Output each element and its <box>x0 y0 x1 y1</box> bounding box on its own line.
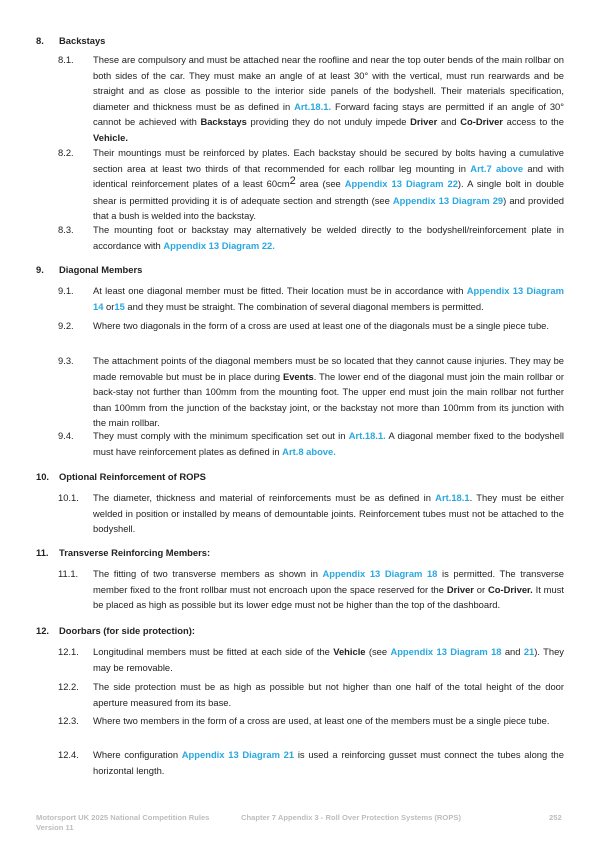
section-title: Diagonal Members <box>59 264 143 275</box>
clause-8-3 <box>58 222 564 253</box>
text-run: Where configuration <box>93 749 182 760</box>
section-title: Doorbars (for side protection): <box>59 625 195 636</box>
cross-reference-link[interactable]: Appendix 13 Diagram 21 <box>181 749 295 760</box>
footer-left <box>36 813 209 833</box>
superscript: 2 <box>289 175 296 188</box>
section-9-heading <box>36 264 566 276</box>
clause-number: 9.1. <box>58 285 74 296</box>
page-number: 252 <box>549 813 562 822</box>
clause-11-1 <box>58 566 564 613</box>
clause-number: 12.3. <box>58 715 79 726</box>
clause-number: 12.1. <box>58 646 79 657</box>
cross-reference-link[interactable]: Art.18.1 <box>435 492 470 503</box>
text-run: At least one diagonal member must be fitted. Their location must be in accordance with <box>93 285 467 296</box>
text-run: is used a reinforcing gusset must connect the tubes along the horizontal length. <box>93 749 564 776</box>
text-run: area (see <box>295 178 345 190</box>
section-12-heading <box>36 625 566 637</box>
text-run: The attachment points of the diagonal members must be so located that they cannot cause injuries. They may be made removable but must be in place during <box>93 355 564 382</box>
text-run: and with identical reinforcement plates of a least 60cm <box>93 162 564 190</box>
footer-chapter: Chapter 7 Appendix 3 - Roll Over Protection Systems (ROPS) <box>241 813 461 822</box>
clause-text <box>93 428 564 459</box>
text-run: and <box>501 646 524 657</box>
section-number: 10. <box>36 471 50 482</box>
cross-reference-link[interactable]: Appendix 13 Diagram 14 <box>93 285 564 312</box>
clause-text <box>93 490 564 537</box>
text-run: The mounting foot or backstay may alternatively be welded directly to the bodyshell/reinforcement plate in accordance with <box>93 224 564 251</box>
footer-version: Version 11 <box>36 823 74 832</box>
clause-number: 11.1. <box>58 568 79 579</box>
text-run: They must comply with the minimum specification set out in <box>93 430 349 441</box>
clause-10-1 <box>58 490 564 537</box>
section-10-heading <box>36 471 566 483</box>
section-number: 11. <box>36 547 49 558</box>
text-run: is permitted. The transverse member fixed to the front rollbar must not encroach upon the space reserved for the <box>93 568 565 595</box>
cross-reference-link[interactable]: Art.18.1. <box>294 100 332 112</box>
clause-text: The side protection must be as high as possible but not higher than one half of the total height of the door aperture measured from its base. <box>93 681 564 708</box>
defined-term: Events <box>282 370 314 382</box>
text-run: ) and provided that a bush is welded into the backstay. <box>93 194 564 222</box>
clause-9-4 <box>58 428 564 459</box>
cross-reference-link[interactable]: 15 <box>114 300 125 312</box>
section-number: 9. <box>36 264 44 275</box>
text-run: ). They may be removable. <box>93 646 564 673</box>
clause-text <box>93 222 564 253</box>
text-run: The diameter, thickness and material of reinforcements must be as defined in <box>93 492 436 503</box>
section-number: 8. <box>36 35 44 46</box>
cross-reference-link[interactable]: 21 <box>523 646 535 657</box>
clause-number: 10.1. <box>58 492 79 503</box>
cross-reference-link[interactable]: Appendix 13 Diagram 22 <box>344 178 458 190</box>
clause-9-1 <box>58 283 564 314</box>
clause-text: Where two members in the form of a cross are used, at least one of the members must be a single piece tube. <box>93 715 550 726</box>
clause-12-2 <box>58 679 564 710</box>
text-run: . They must be either welded in position or installed by means of demountable joints. Reinforcement tubes must not be attached to the bodyshell. <box>93 492 565 535</box>
clause-text <box>93 283 564 314</box>
text-run: or <box>473 583 488 595</box>
text-run: . The lower end of the diagonal must join the main rollbar or back-stay not further than 100mm from the mounting foot. The upper end must join the main rollbar not further than 100mm from the junction of the backstay joint, or the backstay not more than 100mm from its junction with the main rollbar. <box>93 370 565 429</box>
clause-8-2 <box>58 145 564 224</box>
defined-term: Co-Driver. <box>487 583 533 595</box>
text-run: providing they do not unduly impede <box>246 116 411 128</box>
clause-12-3 <box>58 713 564 729</box>
clause-9-2 <box>58 318 564 334</box>
section-title: Optional Reinforcement of ROPS <box>59 471 206 482</box>
clause-text <box>93 353 564 431</box>
clause-text <box>93 566 564 613</box>
cross-reference-link[interactable]: Appendix 13 Diagram 22. <box>163 239 275 251</box>
clause-12-1 <box>58 644 564 675</box>
cross-reference-link[interactable]: Art.8 above. <box>282 445 336 457</box>
clause-text <box>93 644 564 675</box>
text-run: and they must be straight. The combination of several diagonal members is permitted. <box>124 300 484 312</box>
footer-publication: Motorsport UK 2025 National Competition Rules <box>36 813 210 822</box>
text-run: It must be placed as high as possible but its lower edge must not be higher than the top of the dashboard. <box>93 583 565 611</box>
defined-term: Backstays <box>200 116 247 128</box>
text-run: These are compulsory and must be attached near the roofline and near the top outer bends of the main rollbar on both sides of the car. They must make an angle of at least 30° with the vertical, must run rearwards and be straight and as close as possible to the interior side panels of the bodyshell. Their materials specification, diameter and thickness must be as defined in <box>93 54 564 112</box>
clause-number: 9.3. <box>58 355 74 366</box>
clause-8-1 <box>58 52 564 146</box>
defined-term: Vehicle <box>333 646 366 657</box>
text-run: and <box>437 116 461 128</box>
text-run: Longitudinal members must be fitted at each side of the <box>93 646 334 657</box>
defined-term: Driver <box>410 116 438 128</box>
defined-term: Vehicle. <box>93 131 128 143</box>
text-run: Their mountings must be reinforced by plates. Each backstay should be secured by bolts having a cumulative section area at least two thirds of that recommended for each rollbar leg mounting in <box>93 147 564 174</box>
clause-text: Where two diagonals in the form of a cross are used at least one of the diagonals must be a single piece tube. <box>93 320 549 331</box>
defined-term: Co-Driver <box>460 116 503 128</box>
text-run: access to the <box>502 116 564 128</box>
clause-9-3 <box>58 353 564 431</box>
text-run: A diagonal member fixed to the bodyshell must have reinforcement plates as defined in <box>93 430 565 457</box>
cross-reference-link[interactable]: Appendix 13 Diagram 29 <box>392 194 504 206</box>
cross-reference-link[interactable]: Art.18.1. <box>348 430 386 441</box>
cross-reference-link[interactable]: Art.7 above <box>470 162 524 174</box>
text-run: (see <box>365 646 391 657</box>
clause-number: 12.4. <box>58 749 79 760</box>
clause-text <box>93 747 564 778</box>
clause-number: 8.1. <box>58 54 74 65</box>
clause-12-4 <box>58 747 564 778</box>
clause-text <box>93 145 564 224</box>
clause-number: 12.2. <box>58 681 79 692</box>
cross-reference-link[interactable]: Appendix 13 Diagram 18 <box>322 568 438 579</box>
section-title: Transverse Reinforcing Members: <box>59 547 211 558</box>
clause-number: 9.2. <box>58 320 74 331</box>
section-8-heading <box>36 35 566 47</box>
clause-number: 8.2. <box>58 147 74 158</box>
cross-reference-link[interactable]: Appendix 13 Diagram 18 <box>390 646 502 657</box>
text-run: or <box>103 300 115 312</box>
section-number: 12. <box>36 625 50 636</box>
section-11-heading <box>36 547 566 559</box>
clause-text <box>93 52 564 146</box>
clause-number: 9.4. <box>58 430 74 441</box>
defined-term: Driver <box>446 583 474 595</box>
clause-number: 8.3. <box>58 224 74 235</box>
section-title: Backstays <box>59 35 106 46</box>
text-run: ). A single bolt in double shear is permitted providing it is of adequate section and strength (see <box>93 178 565 206</box>
text-run: The fitting of two transverse members as shown in <box>93 568 323 579</box>
text-run: Forward facing stays are permitted if an angle of 30° cannot be achieved with <box>93 100 565 128</box>
